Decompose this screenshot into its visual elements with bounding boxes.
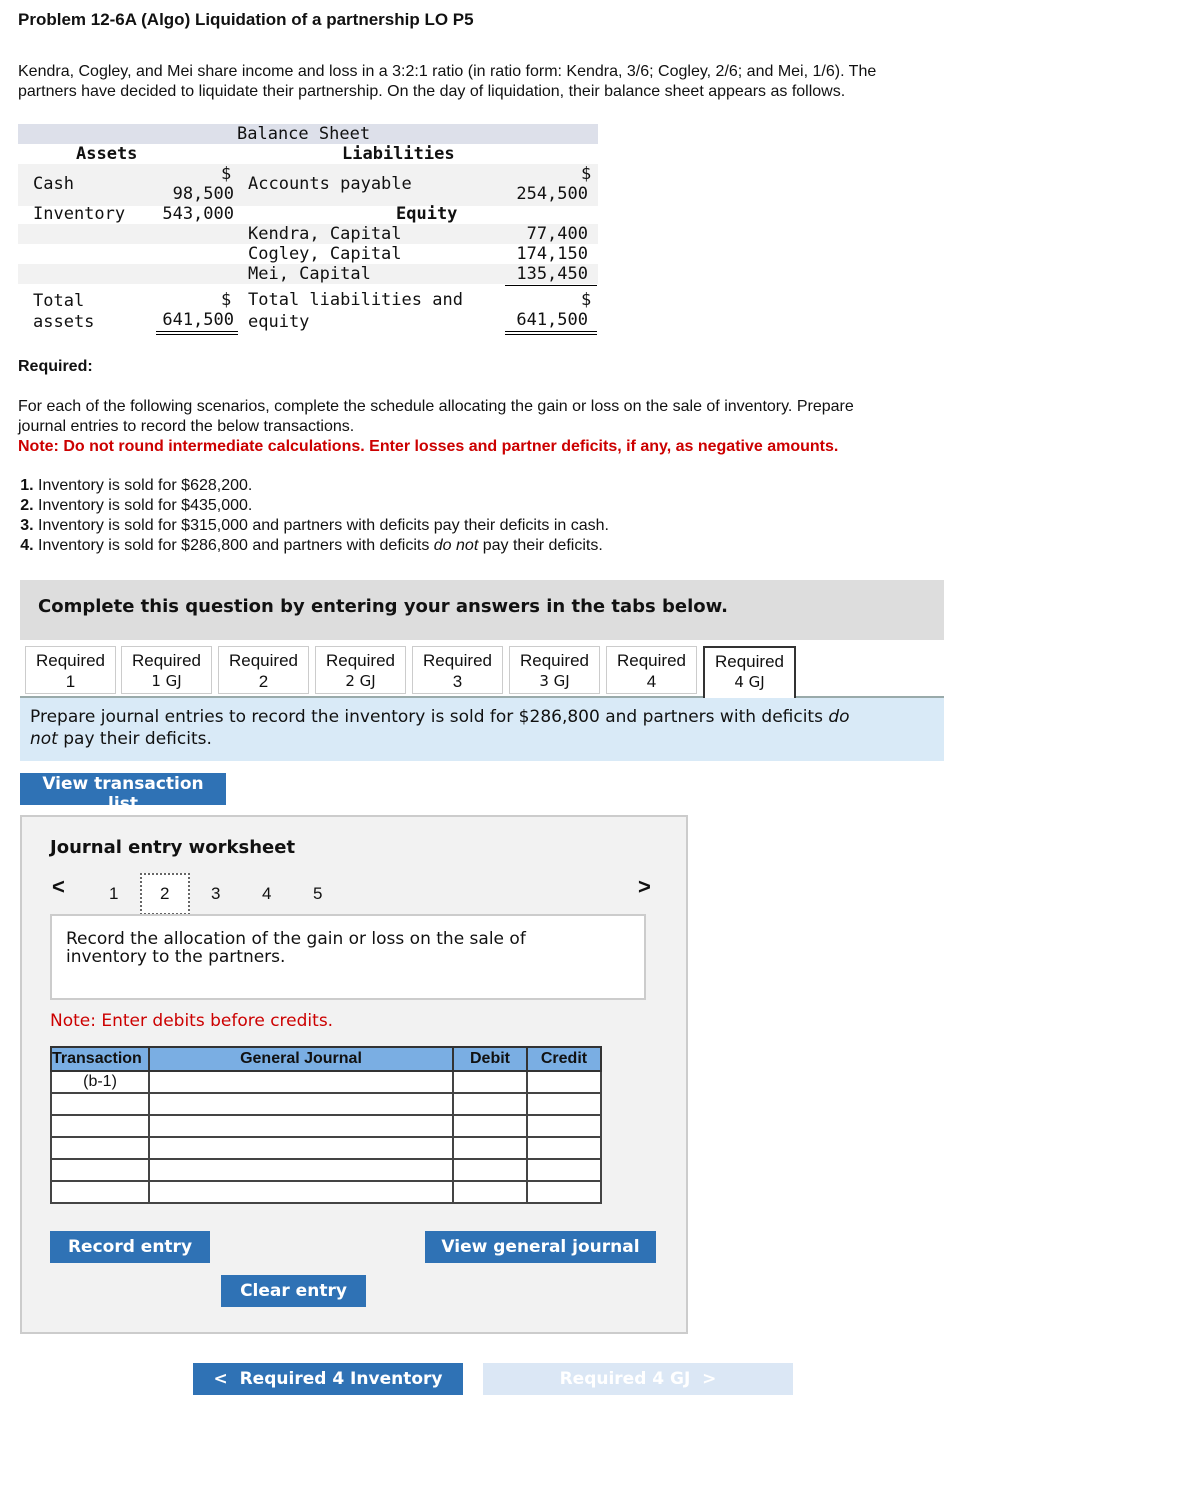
table-row	[51, 1093, 601, 1115]
account-input[interactable]	[149, 1159, 453, 1181]
record-entry-button[interactable]: Record entry	[50, 1231, 210, 1263]
double-rule	[156, 334, 238, 335]
cash-label: Cash	[33, 174, 74, 194]
view-transaction-list-button[interactable]: View transaction list	[20, 773, 226, 805]
table-row	[51, 1159, 601, 1181]
instructions-banner	[20, 580, 944, 640]
instruction-tail: pay their deficits.	[57, 729, 212, 749]
page-title: Problem 12-6A (Algo) Liquidation of a partnership LO P5	[18, 10, 474, 29]
required-label: Required:	[18, 358, 93, 375]
debit-input[interactable]	[453, 1181, 527, 1203]
tab-required-4[interactable]	[606, 646, 697, 694]
credit-input[interactable]	[527, 1093, 601, 1115]
assets-header: Assets	[76, 144, 138, 164]
col-debit: Debit	[453, 1047, 527, 1071]
prev-tab-label: Required 4 Inventory	[239, 1369, 443, 1389]
total-assets-dollar: $	[221, 290, 232, 310]
intro-text	[18, 62, 968, 102]
kendra-capital-label: Kendra, Capital	[248, 224, 402, 244]
credit-input[interactable]	[527, 1115, 601, 1137]
subtotal-rule	[505, 285, 597, 286]
debit-input[interactable]	[453, 1115, 527, 1137]
next-tab-label: Required 4 GJ	[559, 1369, 691, 1389]
tab-required-4-gj[interactable]	[703, 646, 796, 698]
instruction-not: not	[30, 729, 58, 749]
credit-input[interactable]	[527, 1137, 601, 1159]
next-tab-button[interactable]	[483, 1363, 793, 1395]
table-row	[51, 1115, 601, 1137]
page-5[interactable]: 5	[313, 884, 323, 903]
accounts-payable-label: Accounts payable	[248, 174, 412, 194]
list-item: 2. Inventory is sold for $435,000.	[38, 496, 609, 516]
debit-input[interactable]	[453, 1093, 527, 1115]
tab-sublabel: 2	[258, 672, 269, 691]
account-input[interactable]	[149, 1115, 453, 1137]
double-rule	[505, 334, 597, 335]
tab-label: Required	[520, 651, 589, 670]
table-row	[51, 1071, 601, 1093]
total-assets-label-1: Total	[33, 291, 85, 311]
double-rule	[156, 331, 238, 332]
ap-dollar: $	[581, 164, 592, 184]
transaction-cell	[51, 1181, 149, 1203]
tab-required-2-gj[interactable]	[315, 646, 406, 694]
mei-capital-value: 135,450	[516, 264, 588, 284]
total-le-value: 641,500	[516, 310, 588, 330]
debit-input[interactable]	[453, 1071, 527, 1093]
tab-sublabel: 2 GJ	[345, 672, 376, 690]
tab-label: Required	[36, 651, 105, 670]
transaction-cell	[51, 1159, 149, 1181]
transaction-cell	[51, 1093, 149, 1115]
accounts-payable-value: 254,500	[516, 184, 588, 204]
banner-text: Complete this question by entering your answers in the tabs below.	[38, 596, 728, 617]
required-text-2: journal entries to record the below transactions.	[18, 418, 355, 435]
col-transaction: Transaction	[51, 1047, 149, 1071]
account-input[interactable]	[149, 1093, 453, 1115]
debit-input[interactable]	[453, 1137, 527, 1159]
table-row	[51, 1181, 601, 1203]
balance-sheet	[18, 124, 598, 339]
table-row	[51, 1137, 601, 1159]
list-item: 1. Inventory is sold for $628,200.	[38, 476, 609, 496]
kendra-capital-value: 77,400	[526, 224, 588, 244]
transaction-id: (b-1)	[51, 1071, 149, 1093]
chevron-right-icon: >	[702, 1369, 717, 1389]
total-le-label-2: equity	[248, 312, 310, 332]
page-3[interactable]: 3	[211, 884, 221, 903]
tab-sublabel: 4 GJ	[734, 673, 765, 691]
account-input[interactable]	[149, 1181, 453, 1203]
col-credit: Credit	[527, 1047, 601, 1071]
account-input[interactable]	[149, 1137, 453, 1159]
page-4[interactable]: 4	[262, 884, 272, 903]
liabilities-header: Liabilities	[342, 144, 455, 164]
tab-sublabel: 1 GJ	[151, 672, 182, 690]
general-journal-table	[50, 1046, 602, 1204]
tab-instruction	[20, 698, 944, 761]
equity-header: Equity	[396, 204, 458, 224]
inventory-label: Inventory	[33, 204, 126, 224]
col-general-journal: General Journal	[149, 1047, 453, 1071]
tab-sublabel: 4	[646, 672, 657, 691]
instruction-do: do	[828, 707, 850, 727]
tab-label: Required	[132, 651, 201, 670]
instruction-text: Prepare journal entries to record the inventory is sold for $286,800 and partners with deficits	[30, 707, 829, 727]
entry-description	[50, 914, 646, 1000]
tab-required-1-gj[interactable]	[121, 646, 212, 694]
cogley-capital-value: 174,150	[516, 244, 588, 264]
total-assets-value: 641,500	[162, 310, 234, 330]
scenario-4-a: Inventory is sold for $286,800 and partners with deficits	[38, 537, 434, 554]
scenario-list	[18, 476, 609, 556]
clear-entry-button[interactable]: Clear entry	[221, 1275, 366, 1307]
rounding-note: Note: Do not round intermediate calculations. Enter losses and partner deficits, if any, as negative amounts.	[18, 438, 839, 455]
transaction-cell	[51, 1137, 149, 1159]
list-item: 3. Inventory is sold for $315,000 and partners with deficits pay their deficits in cash.	[38, 516, 609, 536]
transaction-cell	[51, 1115, 149, 1137]
tab-required-3[interactable]	[412, 646, 503, 694]
debits-note: Note: Enter debits before credits.	[50, 1011, 334, 1031]
tab-label: Required	[617, 651, 686, 670]
tab-required-1[interactable]	[25, 646, 116, 694]
double-rule	[505, 331, 597, 332]
mei-capital-label: Mei, Capital	[248, 264, 371, 284]
tab-sublabel: 3	[452, 672, 463, 691]
list-item	[38, 536, 609, 556]
page-1[interactable]: 1	[109, 884, 119, 903]
scenario-4-emph: do not	[433, 537, 479, 554]
next-arrow-icon[interactable]: >	[638, 874, 651, 899]
chevron-left-icon: <	[213, 1369, 228, 1389]
intro-line-2: partners have decided to liquidate their partnership. On the day of liquidation, their balance sheet appears as follows.	[18, 83, 846, 100]
cash-dollar: $	[221, 164, 232, 184]
credit-input[interactable]	[527, 1181, 601, 1203]
entry-desc-1: Record the allocation of the gain or loss on the sale of	[66, 929, 526, 949]
required-text-1: For each of the following scenarios, complete the schedule allocating the gain or loss on the sale of inventory. Prepare	[18, 398, 854, 415]
cash-value: 98,500	[172, 184, 234, 204]
account-input[interactable]	[149, 1071, 453, 1093]
tab-label: Required	[229, 651, 298, 670]
tab-sublabel: 1	[65, 672, 76, 691]
balance-sheet-title: Balance Sheet	[237, 124, 371, 144]
scenario-4-b: pay their deficits.	[478, 537, 603, 554]
tab-bar	[20, 646, 944, 698]
credit-input[interactable]	[527, 1071, 601, 1093]
tab-sublabel: 3 GJ	[539, 672, 570, 690]
intro-line-1: Kendra, Cogley, and Mei share income and loss in a 3:2:1 ratio (in ratio form: Kendra, 3/6; Cogley, 2/6; and Mei, 1/6). The	[18, 63, 877, 80]
credit-input[interactable]	[527, 1159, 601, 1181]
debit-input[interactable]	[453, 1159, 527, 1181]
tab-required-3-gj[interactable]	[509, 646, 600, 694]
view-general-journal-button[interactable]: View general journal	[425, 1231, 656, 1263]
tab-label: Required	[326, 651, 395, 670]
required-text	[18, 397, 968, 457]
tab-label: Required	[423, 651, 492, 670]
prev-arrow-icon[interactable]: <	[52, 874, 65, 899]
cogley-capital-label: Cogley, Capital	[248, 244, 402, 264]
worksheet-title: Journal entry worksheet	[50, 837, 296, 858]
tab-required-2[interactable]	[218, 646, 309, 694]
prev-tab-button[interactable]	[193, 1363, 463, 1395]
inventory-value: 543,000	[162, 204, 234, 224]
entry-desc-2: inventory to the partners.	[66, 947, 286, 967]
total-le-label-1: Total liabilities and	[248, 290, 463, 310]
total-le-dollar: $	[581, 290, 592, 310]
tab-label: Required	[715, 652, 784, 671]
page-2[interactable]: 2	[160, 884, 170, 903]
total-assets-label-2: assets	[33, 312, 95, 332]
